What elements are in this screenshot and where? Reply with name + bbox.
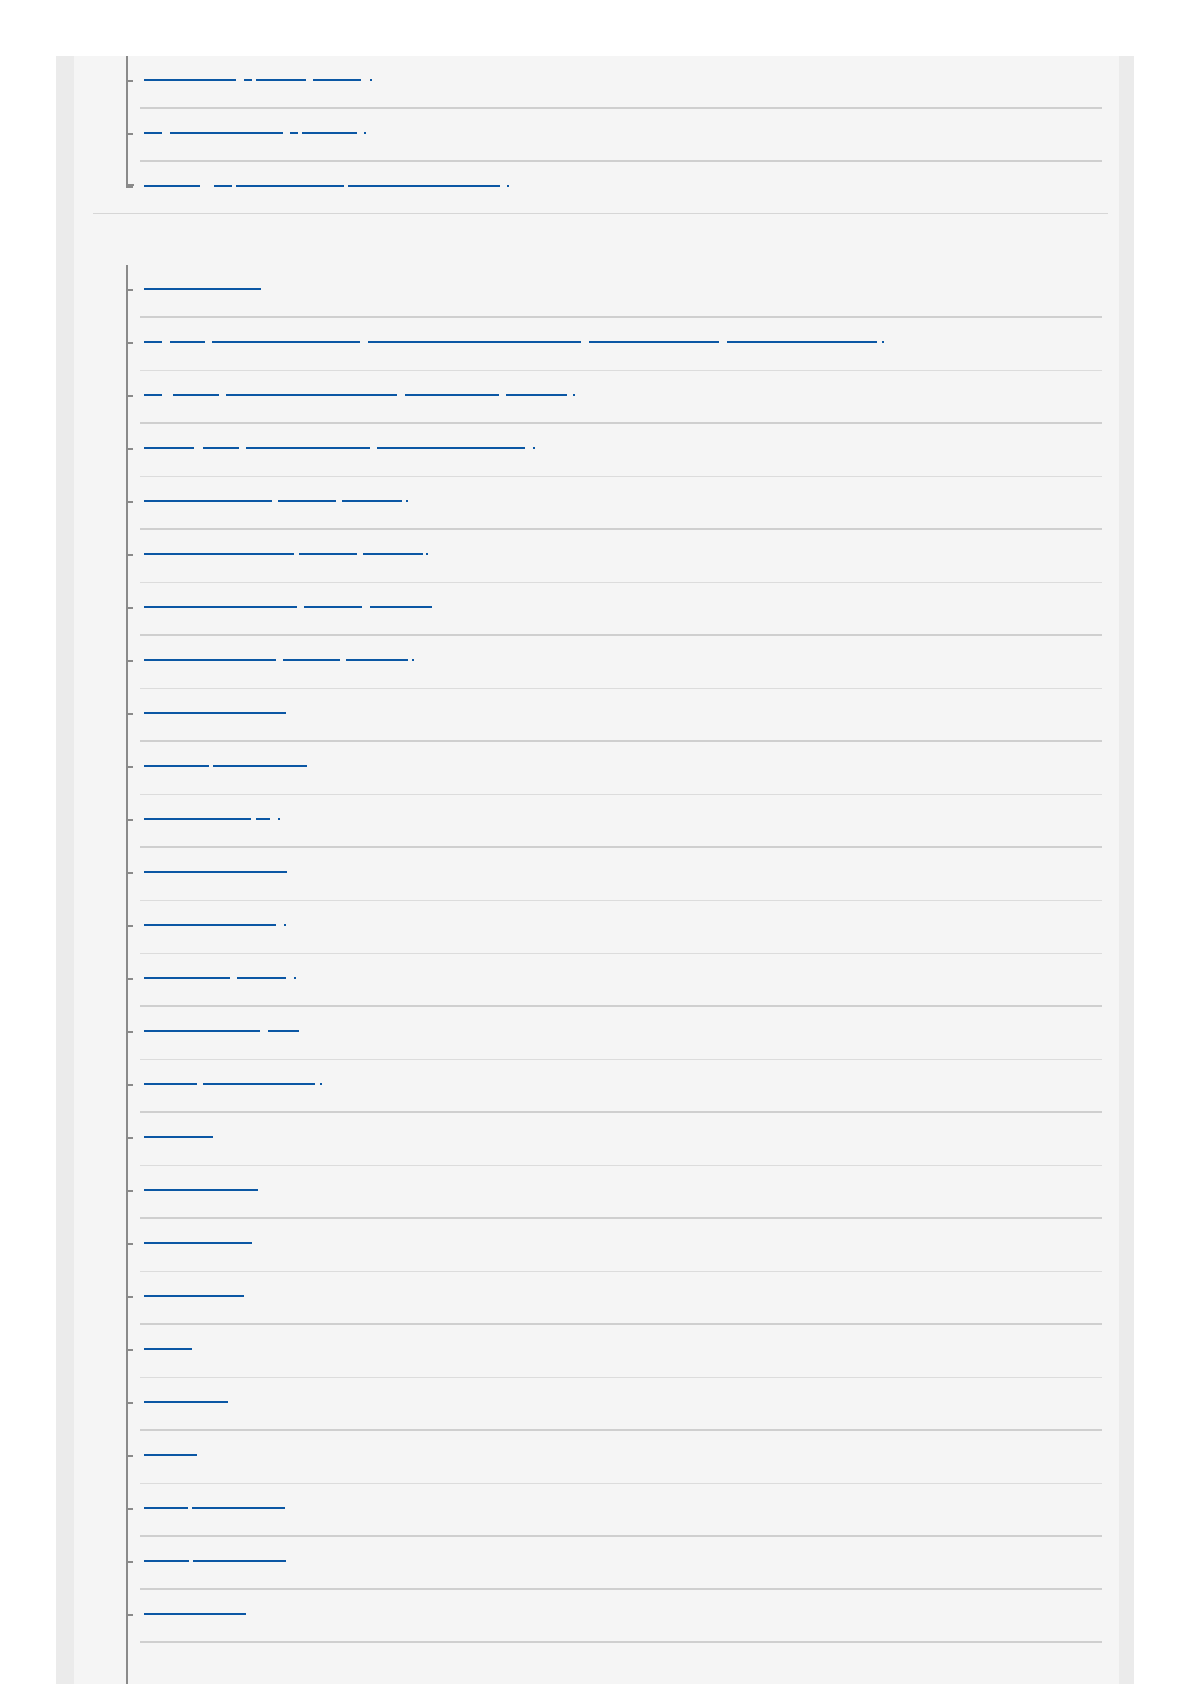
link-underline bbox=[144, 341, 162, 343]
toc-link-label bbox=[162, 396, 166, 397]
toc-link[interactable] bbox=[144, 1231, 252, 1247]
link-underline bbox=[144, 1348, 192, 1350]
tree-branch-tick bbox=[126, 872, 133, 874]
link-underline bbox=[304, 606, 362, 608]
toc-link[interactable] bbox=[144, 807, 280, 823]
toc-row bbox=[126, 1590, 1102, 1643]
toc-link-label bbox=[162, 1403, 166, 1404]
link-underline bbox=[144, 1295, 244, 1297]
toc-link[interactable] bbox=[144, 1390, 228, 1406]
link-underline bbox=[144, 712, 286, 714]
link-underline bbox=[370, 79, 372, 81]
link-underline bbox=[144, 1560, 189, 1562]
tree-branch-tick bbox=[126, 1455, 133, 1457]
toc-link-label bbox=[162, 873, 166, 874]
link-underline bbox=[256, 818, 270, 820]
link-underline bbox=[364, 132, 366, 134]
toc-row bbox=[126, 424, 1102, 477]
tree-branch-tick bbox=[126, 925, 133, 927]
toc-link-label bbox=[162, 1032, 166, 1033]
toc-tree-main bbox=[126, 265, 1102, 1684]
tree-branch-tick bbox=[126, 501, 133, 503]
link-underline bbox=[144, 553, 294, 555]
link-underline bbox=[426, 553, 428, 555]
toc-link[interactable] bbox=[144, 595, 432, 611]
toc-link[interactable] bbox=[144, 121, 366, 137]
toc-row bbox=[126, 636, 1102, 689]
row-separator bbox=[140, 1641, 1102, 1643]
toc-row bbox=[126, 689, 1102, 742]
link-underline bbox=[236, 185, 344, 187]
link-underline bbox=[144, 977, 230, 979]
link-underline bbox=[302, 132, 357, 134]
link-underline bbox=[313, 79, 361, 81]
tree-branch-tick bbox=[126, 660, 133, 662]
link-underline bbox=[144, 1242, 252, 1244]
link-underline bbox=[144, 924, 276, 926]
toc-row bbox=[126, 109, 1102, 162]
link-underline bbox=[368, 341, 581, 343]
tree-branch-tick bbox=[126, 1296, 133, 1298]
toc-link-label bbox=[162, 1138, 166, 1139]
link-underline bbox=[212, 341, 360, 343]
toc-link[interactable] bbox=[144, 913, 286, 929]
link-underline bbox=[412, 659, 414, 661]
tree-branch-tick bbox=[126, 1243, 133, 1245]
tree-branch-tick bbox=[126, 80, 133, 82]
tree-branch-tick bbox=[126, 713, 133, 715]
toc-link-label bbox=[162, 555, 166, 556]
toc-link[interactable] bbox=[144, 277, 261, 293]
toc-link-label bbox=[162, 1456, 166, 1457]
link-underline bbox=[533, 447, 535, 449]
link-underline bbox=[170, 341, 205, 343]
link-underline bbox=[144, 447, 194, 449]
link-underline bbox=[348, 185, 500, 187]
toc-row bbox=[126, 477, 1102, 530]
link-underline bbox=[284, 924, 286, 926]
tree-branch-tick bbox=[126, 1561, 133, 1563]
link-underline bbox=[320, 1083, 322, 1085]
tree-branch-tick bbox=[126, 766, 133, 768]
link-underline bbox=[214, 185, 232, 187]
link-underline bbox=[237, 977, 286, 979]
link-underline bbox=[144, 818, 251, 820]
toc-link-label bbox=[162, 187, 166, 188]
link-underline bbox=[144, 1136, 213, 1138]
toc-link-label bbox=[162, 1244, 166, 1245]
toc-row bbox=[126, 1484, 1102, 1537]
toc-link[interactable] bbox=[144, 1443, 197, 1459]
link-underline bbox=[370, 606, 432, 608]
toc-link[interactable] bbox=[144, 966, 296, 982]
tree-branch-tick bbox=[126, 978, 133, 980]
link-underline bbox=[203, 1083, 315, 1085]
link-underline bbox=[144, 132, 162, 134]
toc-link[interactable] bbox=[144, 1125, 213, 1141]
link-underline bbox=[290, 132, 298, 134]
toc-tree-top bbox=[126, 56, 1102, 194]
tree-branch-tick bbox=[126, 1508, 133, 1510]
link-underline bbox=[193, 1560, 286, 1562]
link-underline bbox=[144, 871, 287, 873]
link-underline bbox=[192, 1507, 285, 1509]
link-underline bbox=[278, 500, 336, 502]
tree-branch-tick bbox=[126, 819, 133, 821]
link-underline bbox=[144, 1507, 188, 1509]
tree-branch-tick bbox=[126, 1190, 133, 1192]
link-underline bbox=[144, 1401, 228, 1403]
tree-branch-tick bbox=[126, 1614, 133, 1616]
link-underline bbox=[144, 79, 236, 81]
tree-branch-tick bbox=[126, 448, 133, 450]
toc-link[interactable] bbox=[144, 1284, 244, 1300]
link-underline bbox=[144, 500, 272, 502]
link-underline bbox=[299, 553, 357, 555]
toc-link[interactable] bbox=[144, 1496, 285, 1512]
tree-branch-tick bbox=[126, 1402, 133, 1404]
toc-link-label bbox=[162, 290, 166, 291]
toc-row bbox=[126, 265, 1102, 318]
link-underline bbox=[573, 394, 575, 396]
toc-row bbox=[126, 583, 1102, 636]
toc-row bbox=[126, 1113, 1102, 1166]
tree-branch-tick bbox=[126, 186, 133, 188]
toc-row bbox=[126, 795, 1102, 848]
tree-branch-tick bbox=[126, 395, 133, 397]
link-underline bbox=[363, 553, 423, 555]
link-underline bbox=[170, 132, 283, 134]
link-underline bbox=[213, 765, 307, 767]
toc-row bbox=[126, 1060, 1102, 1113]
toc-link-label bbox=[162, 502, 166, 503]
link-underline bbox=[507, 185, 509, 187]
section-divider bbox=[93, 213, 1108, 214]
toc-link-label bbox=[162, 608, 166, 609]
toc-row bbox=[126, 371, 1102, 424]
toc-row bbox=[126, 162, 1102, 215]
toc-link-label bbox=[162, 979, 166, 980]
link-underline bbox=[435, 447, 525, 449]
tree-branch-tick bbox=[126, 289, 133, 291]
link-underline bbox=[144, 1189, 258, 1191]
toc-link-label bbox=[162, 661, 166, 662]
link-underline bbox=[256, 79, 306, 81]
toc-link-label bbox=[162, 1085, 166, 1086]
toc-row bbox=[126, 1431, 1102, 1484]
toc-link-label bbox=[162, 926, 166, 927]
toc-row bbox=[126, 1272, 1102, 1325]
toc-link-label bbox=[162, 1509, 166, 1510]
toc-link[interactable] bbox=[144, 1072, 322, 1088]
toc-link[interactable] bbox=[144, 1602, 246, 1618]
toc-link-label bbox=[162, 1562, 166, 1563]
toc-link[interactable] bbox=[144, 648, 414, 664]
tree-branch-tick bbox=[126, 1031, 133, 1033]
tree-branch-tick bbox=[126, 554, 133, 556]
link-underline bbox=[144, 765, 209, 767]
link-underline bbox=[144, 1030, 260, 1032]
toc-link-label bbox=[162, 343, 166, 344]
link-underline bbox=[144, 659, 276, 661]
toc-row bbox=[126, 1378, 1102, 1431]
link-underline bbox=[294, 977, 296, 979]
link-underline bbox=[144, 185, 200, 187]
toc-row bbox=[126, 1325, 1102, 1378]
toc-row bbox=[126, 1166, 1102, 1219]
toc-link[interactable] bbox=[144, 542, 428, 558]
link-underline bbox=[342, 500, 402, 502]
toc-row bbox=[126, 901, 1102, 954]
link-underline bbox=[144, 394, 162, 396]
toc-link[interactable] bbox=[144, 701, 286, 717]
toc-row bbox=[126, 1537, 1102, 1590]
toc-link-label bbox=[162, 767, 166, 768]
link-underline bbox=[346, 659, 408, 661]
toc-link[interactable] bbox=[144, 330, 884, 346]
link-underline bbox=[882, 341, 884, 343]
link-underline bbox=[589, 341, 719, 343]
link-underline bbox=[283, 659, 340, 661]
link-underline bbox=[173, 394, 219, 396]
link-underline bbox=[506, 394, 567, 396]
tree-branch-tick bbox=[126, 342, 133, 344]
toc-link-label bbox=[162, 1350, 166, 1351]
toc-link-label bbox=[162, 1615, 166, 1616]
toc-link-label bbox=[162, 134, 166, 135]
link-underline bbox=[203, 447, 239, 449]
toc-link[interactable] bbox=[144, 1549, 286, 1565]
tree-branch-tick bbox=[126, 133, 133, 135]
link-underline bbox=[406, 500, 408, 502]
link-underline bbox=[278, 818, 280, 820]
toc-link-label bbox=[162, 449, 166, 450]
link-underline bbox=[144, 288, 261, 290]
toc-row bbox=[126, 530, 1102, 583]
toc-row bbox=[126, 1007, 1102, 1060]
toc-link[interactable] bbox=[144, 383, 575, 399]
toc-row bbox=[126, 56, 1102, 109]
toc-link-label bbox=[162, 714, 166, 715]
toc-link-label bbox=[162, 1191, 166, 1192]
toc-link-label bbox=[162, 81, 166, 82]
link-underline bbox=[377, 447, 435, 449]
link-underline bbox=[226, 394, 397, 396]
toc-row bbox=[126, 742, 1102, 795]
toc-row bbox=[126, 318, 1102, 371]
link-underline bbox=[268, 1030, 299, 1032]
toc-link[interactable] bbox=[144, 860, 287, 876]
link-underline bbox=[727, 341, 877, 343]
toc-link[interactable] bbox=[144, 754, 307, 770]
tree-branch-tick bbox=[126, 1137, 133, 1139]
toc-link[interactable] bbox=[144, 1337, 192, 1353]
toc-link[interactable] bbox=[144, 1178, 258, 1194]
link-underline bbox=[244, 79, 252, 81]
toc-row bbox=[126, 848, 1102, 901]
toc-link[interactable] bbox=[144, 1019, 299, 1035]
link-underline bbox=[144, 1613, 246, 1615]
tree-branch-tick bbox=[126, 1084, 133, 1086]
toc-link[interactable] bbox=[144, 68, 372, 84]
toc-row bbox=[126, 954, 1102, 1007]
toc-link[interactable] bbox=[144, 174, 509, 190]
toc-link-label bbox=[162, 1297, 166, 1298]
link-underline bbox=[144, 1454, 197, 1456]
tree-branch-tick bbox=[126, 607, 133, 609]
toc-row bbox=[126, 1219, 1102, 1272]
tree-branch-tick bbox=[126, 1349, 133, 1351]
toc-link-label bbox=[162, 820, 166, 821]
link-underline bbox=[405, 394, 499, 396]
link-underline bbox=[144, 1083, 197, 1085]
link-underline bbox=[144, 606, 297, 608]
toc-link[interactable] bbox=[144, 489, 408, 505]
link-underline bbox=[246, 447, 370, 449]
toc-link[interactable] bbox=[144, 436, 535, 452]
